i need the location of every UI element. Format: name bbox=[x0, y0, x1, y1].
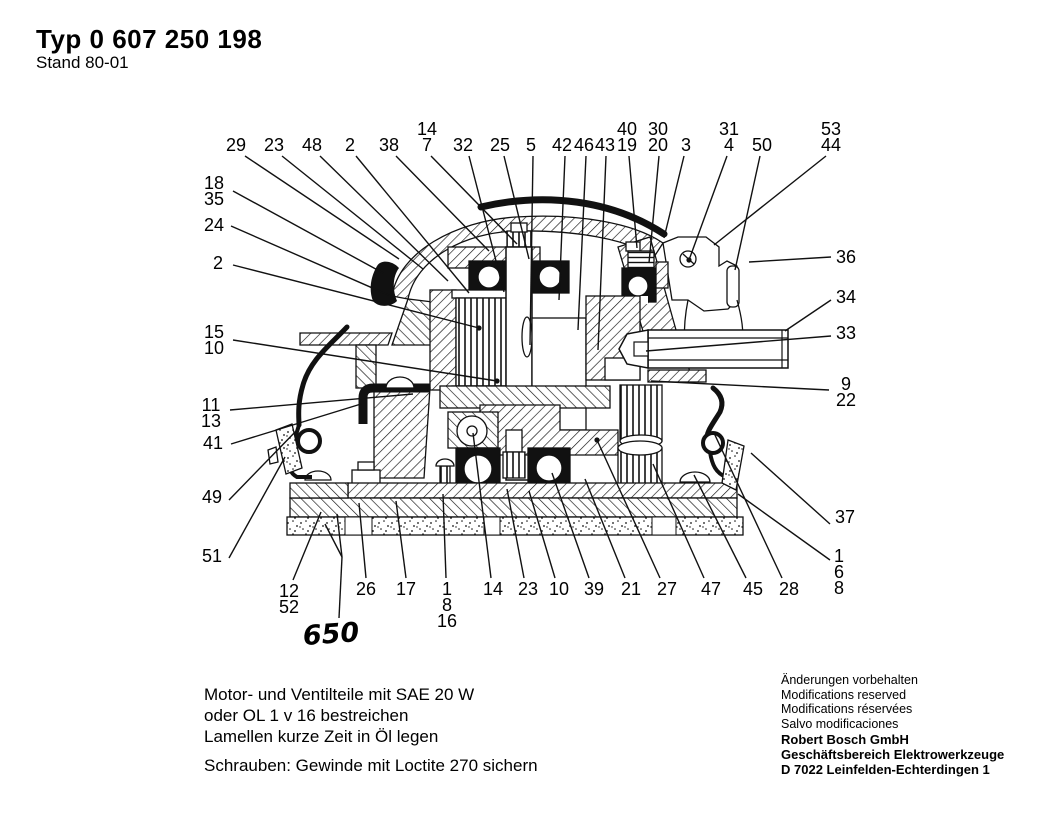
callout-40-19: 40 19 bbox=[616, 119, 638, 155]
callout-53-44: 53 44 bbox=[820, 119, 842, 155]
callout-14-7: 14 7 bbox=[416, 119, 438, 155]
callout-23: 23 bbox=[263, 135, 285, 155]
leader-line bbox=[714, 156, 826, 245]
leader-line bbox=[231, 226, 393, 297]
left-clamp-lever bbox=[268, 327, 347, 477]
callout-2: 2 bbox=[344, 135, 356, 155]
text-line: D 7022 Leinfelden-Echterdingen 1 bbox=[781, 762, 990, 777]
revision-label: Stand 80-01 bbox=[36, 53, 129, 72]
callout-31-4: 31 4 bbox=[718, 119, 740, 155]
callout-43: 43 bbox=[594, 135, 616, 155]
drawing-number: 650 bbox=[301, 617, 361, 652]
base-plate-upper bbox=[348, 483, 737, 498]
callout-32: 32 bbox=[452, 135, 474, 155]
leader-line bbox=[233, 191, 383, 273]
valve-cap bbox=[626, 242, 640, 251]
leader-line bbox=[664, 156, 684, 238]
callout-51: 51 bbox=[201, 546, 223, 566]
callout-47: 47 bbox=[700, 579, 722, 599]
text-line: Modifications reserved bbox=[781, 687, 907, 702]
callout-50: 50 bbox=[751, 135, 773, 155]
callout-28: 28 bbox=[778, 579, 800, 599]
lubrication-note bbox=[204, 684, 474, 747]
callout-21: 21 bbox=[620, 579, 642, 599]
callout-41: 41 bbox=[202, 433, 224, 453]
company-address bbox=[781, 732, 1004, 777]
text-line: Robert Bosch GmbH bbox=[781, 732, 909, 747]
callout-10: 10 bbox=[548, 579, 570, 599]
housing-left-ledge bbox=[300, 333, 392, 345]
muffler-upper bbox=[620, 385, 662, 441]
air-inlet bbox=[619, 330, 788, 368]
callout-48: 48 bbox=[301, 135, 323, 155]
left-plate-bracket bbox=[352, 470, 380, 484]
text-line: Modifications réservées bbox=[781, 702, 913, 716]
text-line: Salvo modificaciones bbox=[781, 716, 899, 731]
callout-17: 17 bbox=[395, 579, 417, 599]
callout-34: 34 bbox=[835, 287, 857, 307]
bracket-screw bbox=[386, 377, 414, 388]
callout-42: 42 bbox=[551, 135, 573, 155]
eccentric-left-block bbox=[374, 388, 430, 478]
callout-39: 39 bbox=[583, 579, 605, 599]
callout-14: 14 bbox=[482, 579, 504, 599]
callout-12-52: 12 52 bbox=[278, 581, 300, 617]
legal-notices bbox=[781, 673, 918, 731]
rotor-vanes bbox=[456, 298, 506, 386]
stator-wall bbox=[430, 290, 456, 390]
callout-23: 23 bbox=[517, 579, 539, 599]
callout-11-13: 11 13 bbox=[200, 395, 222, 431]
right-clamp-lever bbox=[703, 388, 744, 490]
leader-line bbox=[339, 557, 342, 618]
callout-37: 37 bbox=[834, 507, 856, 527]
callout-29: 29 bbox=[225, 135, 247, 155]
callout-36: 36 bbox=[835, 247, 857, 267]
callout-27: 27 bbox=[656, 579, 678, 599]
text-line: Lamellen kurze Zeit in Öl legen bbox=[204, 727, 439, 746]
callout-49: 49 bbox=[201, 487, 223, 507]
callout-25: 25 bbox=[489, 135, 511, 155]
leader-line bbox=[749, 257, 831, 262]
grip-outline bbox=[663, 237, 737, 311]
leader-line bbox=[785, 300, 831, 331]
callout-30-20: 30 20 bbox=[647, 119, 669, 155]
text-line: Änderungen vorbehalten bbox=[781, 673, 918, 687]
callout-38: 38 bbox=[378, 135, 400, 155]
callout-24: 24 bbox=[203, 215, 225, 235]
callout-46: 46 bbox=[573, 135, 595, 155]
callout-5: 5 bbox=[525, 135, 537, 155]
leader-line bbox=[245, 156, 399, 259]
callout-15-10: 15 10 bbox=[203, 322, 225, 358]
leader-line bbox=[578, 156, 586, 330]
text-line: oder OL 1 v 16 bestreichen bbox=[204, 706, 409, 725]
page-title: Typ 0 607 250 198 bbox=[36, 24, 263, 54]
callout-26: 26 bbox=[355, 579, 377, 599]
callout-9-22: 9 22 bbox=[835, 374, 857, 410]
leader-line bbox=[651, 381, 829, 390]
callout-1-8-16: 1 8 16 bbox=[436, 579, 458, 631]
leader-dot bbox=[594, 437, 599, 442]
right-pad-clip bbox=[722, 440, 744, 490]
spindle-thread bbox=[507, 231, 531, 247]
callout-1-6-8: 1 6 8 bbox=[833, 546, 845, 598]
callout-33: 33 bbox=[835, 323, 857, 343]
leader-dot bbox=[686, 257, 691, 262]
text-line: Geschäftsbereich Elektrowerkzeuge bbox=[781, 747, 1005, 762]
callout-45: 45 bbox=[742, 579, 764, 599]
text-line: Motor- und Ventilteile mit SAE 20 W bbox=[204, 685, 475, 704]
callout-3: 3 bbox=[680, 135, 692, 155]
leader-line bbox=[751, 453, 830, 524]
leader-dot bbox=[494, 378, 499, 383]
callout-18-35: 18 35 bbox=[203, 173, 225, 209]
housing-left-lower-wall bbox=[356, 345, 376, 388]
callout-2: 2 bbox=[212, 253, 224, 273]
center-stud bbox=[506, 430, 522, 452]
leader-line bbox=[738, 494, 830, 560]
leader-line bbox=[735, 156, 760, 270]
leader-dot bbox=[476, 325, 481, 330]
thread-locking-note: Schrauben: Gewinde mit Loctite 270 sichern bbox=[204, 756, 538, 775]
valve-ball bbox=[628, 276, 648, 296]
